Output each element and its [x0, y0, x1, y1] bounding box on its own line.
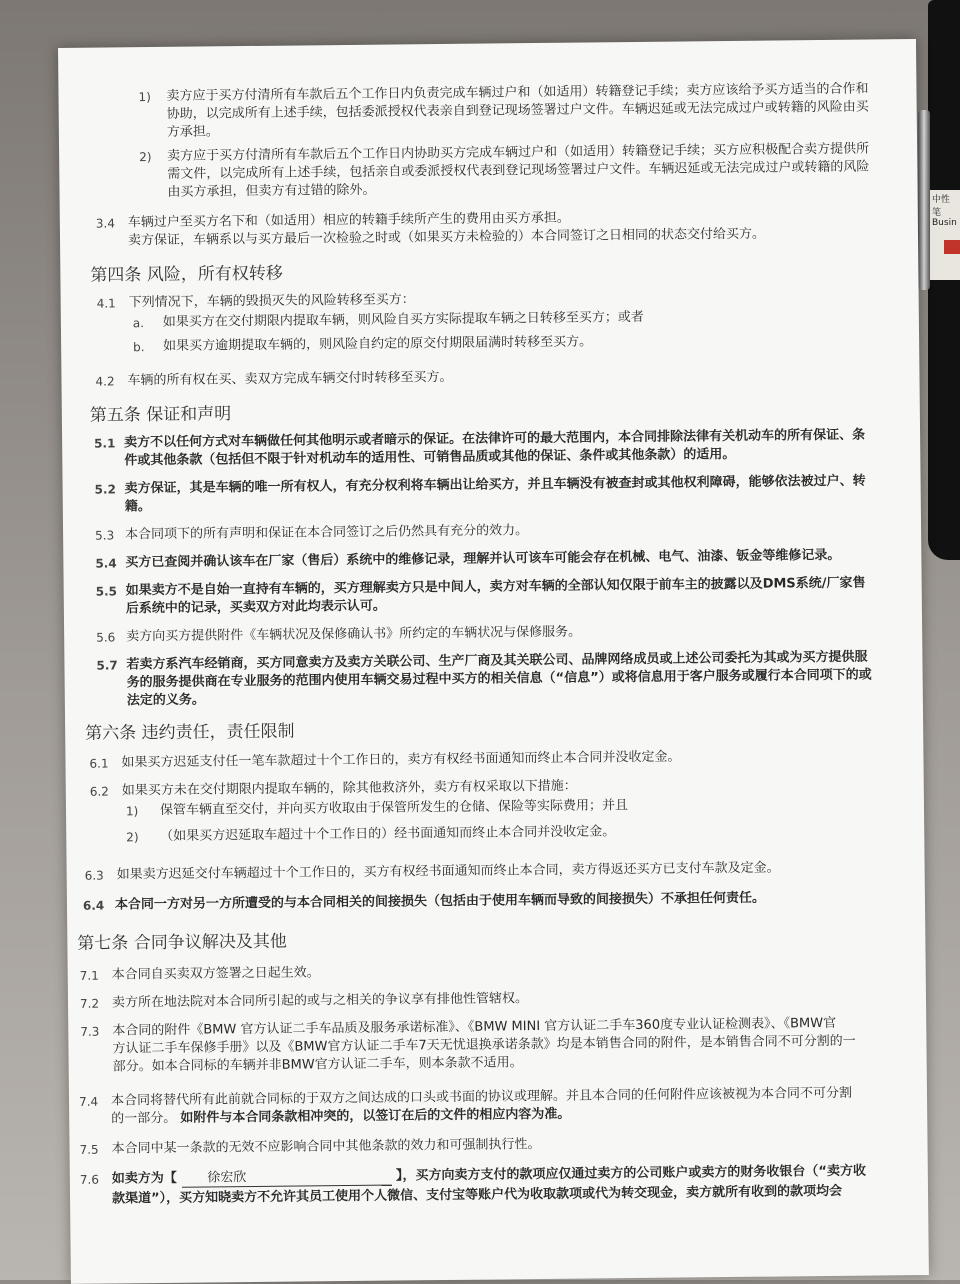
clause-number: 5.5: [95, 584, 118, 599]
clause-text: 车辆的所有权在买、卖双方完成车辆交付时转移至买方。: [127, 369, 453, 389]
item-number: 2): [126, 830, 139, 845]
item-number: a.: [132, 316, 145, 331]
section-heading: 第七条 合同争议解决及其他: [77, 931, 287, 954]
clause-text-bold: 如附件与本合同条款相冲突的，以签订在后的文件的相应内容为准。: [180, 1106, 571, 1126]
clause-text-line: [111, 1107, 570, 1128]
pen-label-text-1: 中性笔: [932, 195, 951, 218]
clause-number: 5.2: [94, 482, 116, 497]
pen-label-text-2: Busin: [932, 218, 957, 228]
pen-label: [930, 190, 960, 280]
clause-text: 后系统中的记录，买卖双方对此均表示认可。: [125, 598, 386, 617]
clause-text: 本合同将替代所有此前就合同标的于双方之间达成的口头或书面的协议或理解。并且本合同的任何附件应该被视为本合同不可分割: [110, 1085, 853, 1109]
clause-number: 6.3: [84, 868, 104, 883]
clause-text: 若卖方系汽车经销商，买方同意卖方及卖方关联公司、生产厂商及其关联公司、品牌网络成员或上述公司委托为其或为买方提供服: [126, 649, 868, 673]
item-number: b.: [133, 340, 145, 355]
clause-text: 部分。如本合同标的车辆并非BMW官方认证二手车，则本条款不适用。: [112, 1055, 523, 1075]
clause-text: 如果卖方不是自始一直持有车辆的，买方理解卖方只是中间人，卖方对车辆的全部认知仅限于前车主的披露以及DMS系统/厂家售: [125, 575, 866, 599]
clause-text: 协助，以完成所有上述手续，包括委派授权代表亲自到登记现场签署过户文件。车辆迟延或无法完成过户或转籍的风险由买: [166, 99, 869, 122]
section-heading: 第五条 保证和声明: [89, 404, 232, 426]
clause-text: 卖方向买方提供附件《车辆状况及保修确认书》所约定的车辆状况与保修服务。: [126, 624, 582, 645]
clause-text: 的一部分。: [111, 1110, 177, 1127]
clause-number: 4.1: [96, 296, 116, 311]
clause-text: 保管车辆直至交付，并向买方收取由于保管所发生的仓储、保险等实际费用；并且: [159, 798, 629, 818]
clause-number: 6.4: [82, 898, 105, 913]
clause-text: 方认证二手车保修手册》以及《BMW官方认证二手车7天无忧退换承诺条款》均是本销售合同的附件，是本销售合同不可分割的一: [112, 1033, 856, 1057]
clause-text: 卖方不以任何方式对车辆做任何其他明示或者暗示的保证。在法律许可的最大范围内，本合同排除法律有关机动车的所有保证、条: [124, 427, 866, 451]
clause-text: 由买方承担，但卖方有过错的除外。: [167, 182, 376, 200]
clause-text: 件或其他条款（包括但不限于针对机动车的适用性、可销售品质或其他的保证、条件或其他条款）的适用。: [124, 446, 736, 469]
clause-text: 本合同一方对另一方所遭受的与本合同相关的间接损失（包括由于使用车辆而导致的间接损失）不承担任何责任。: [114, 890, 766, 913]
clause-number: 5.1: [94, 436, 116, 451]
clause-text: 如果买方逾期提取车辆的，则风险自约定的原交付期限届满时转移至买方。: [163, 334, 593, 354]
clause-text: 如果买方在交付期限内提取车辆，则风险自买方实际提取车辆之日转移至买方；或者: [162, 309, 644, 330]
clause-number: 7.2: [79, 996, 100, 1011]
clause-text: 下列情况下，车辆的毁损灭失的风险转移至买方：: [128, 292, 415, 311]
clause-number: 6.1: [89, 756, 109, 771]
clause-text: 方承担。: [166, 124, 219, 140]
clause-number: 5.6: [96, 630, 116, 645]
clause-text: 本合同自买卖双方签署之日起生效。: [111, 965, 320, 983]
pen-red-mark: [944, 240, 960, 254]
clause-text: 车辆过户至买方名下和（如适用）相应的转籍手续所产生的费用由买方承担。: [127, 210, 570, 231]
clause-text: 如卖方为【: [111, 1170, 177, 1187]
clause-text: （如果买方迟延取车超过十个工作日的）经书面通知而终止本合同并没收定金。: [160, 824, 616, 844]
clause-text: 如果卖方迟延交付车辆超过十个工作日的，买方有权经书面通知而终止本合同，卖方得返还买方已支付车款及定金。: [116, 860, 780, 883]
item-number: 1): [125, 804, 139, 819]
clause-text: 买方已查阅并确认该车在厂家（售后）系统中的维修记录，理解并认可该车可能会存在机械、电气、油漆、钣金等维修记录。: [125, 547, 841, 571]
clause-number: 5.7: [96, 658, 118, 673]
clause-text: 卖方应于买方付清所有车款后五个工作日内负责完成车辆过户和（如适用）转籍登记手续；卖方应该给予买方适当的合作和: [166, 81, 869, 104]
seller-name-field[interactable]: 徐宏欣: [181, 1169, 391, 1188]
clause-text: 如果买方未在交付期限内提取车辆的，除其他救济外，卖方有权采取以下措施：: [121, 778, 577, 799]
clause-number: 6.2: [89, 784, 109, 799]
pen-body: [928, 0, 960, 560]
clause-number: 7.5: [79, 1142, 99, 1157]
clause-number: 7.1: [79, 968, 99, 983]
clause-number: 3.4: [95, 216, 116, 231]
clause-text: 卖方保证，车辆系以与买方最后一次检验之时或（如果买方未检验的）本合同签订之日相同的状态交付给买方。: [127, 226, 766, 249]
contract-page: [58, 39, 929, 1284]
clause-text: 款渠道”），买方知晓卖方不允许其员工使用个人微信、支付宝等账户代为收取款项或代为转交现金，卖方就所有收到的款项均会: [111, 1183, 843, 1207]
section-heading: 第六条 违约责任，责任限制: [85, 721, 295, 744]
clause-text: 如果买方迟延支付任一笔车款超过十个工作日的，卖方有权经书面通知而终止本合同并没收定金。: [121, 749, 681, 771]
clause-number: 5.4: [95, 556, 117, 571]
clause-text: 法定的义务。: [126, 692, 205, 709]
clause-text: 】，买方向卖方支付的款项应仅通过卖方的公司账户或卖方的财务收银台（“卖方收: [395, 1163, 867, 1184]
section-heading: 第四条 风险，所有权转移: [90, 263, 283, 286]
clause-number: 7.6: [79, 1172, 100, 1187]
clause-text: 本合同项下的所有声明和保证在本合同签订之后仍然具有充分的效力。: [125, 523, 529, 543]
clause-text: 本合同中某一条款的无效不应影响合同中其他条款的效力和可强制执行性。: [111, 1137, 541, 1157]
item-number: 1): [138, 90, 151, 105]
clause-number: 7.3: [80, 1024, 100, 1039]
item-number: 2): [139, 150, 152, 165]
clause-text: 卖方所在地法院对本合同所引起的或与之相关的争议享有排他性管辖权。: [111, 991, 529, 1011]
clause-text: 需文件，以完成所有上述手续，包括亲自或委派授权代表到登记现场签署过户文件。车辆迟延或无法完成过户或转籍的风险: [167, 159, 870, 182]
clause-number: 7.4: [78, 1094, 99, 1109]
pen-clip: [918, 110, 930, 290]
clause-text: 务的服务提供商在专业服务的范围内使用车辆交易过程中买方的相关信息（“信息”）或将信息用于客户服务或履行本合同项下的或: [126, 667, 872, 691]
clause-number: 5.3: [95, 528, 115, 543]
clause-text: 卖方应于买方付清所有车款后五个工作日内协助买方完成车辆过户和（如适用）转籍登记手续；买方应积极配合卖方提供所: [167, 141, 870, 164]
clause-text: 籍。: [124, 499, 151, 515]
clause-number: 4.2: [95, 374, 115, 389]
clause-text: 卖方保证，其是车辆的唯一所有权人，有充分权利将车辆出让给买方，并且车辆没有被查封或其他权利障碍，能够依法被过户、转: [124, 473, 866, 497]
clause-text: 本合同的附件《BMW 官方认证二手车品质及服务承诺标准》、《BMW MINI 官方认证二手车360度专业认证检测表》、《BMW官: [112, 1015, 837, 1039]
